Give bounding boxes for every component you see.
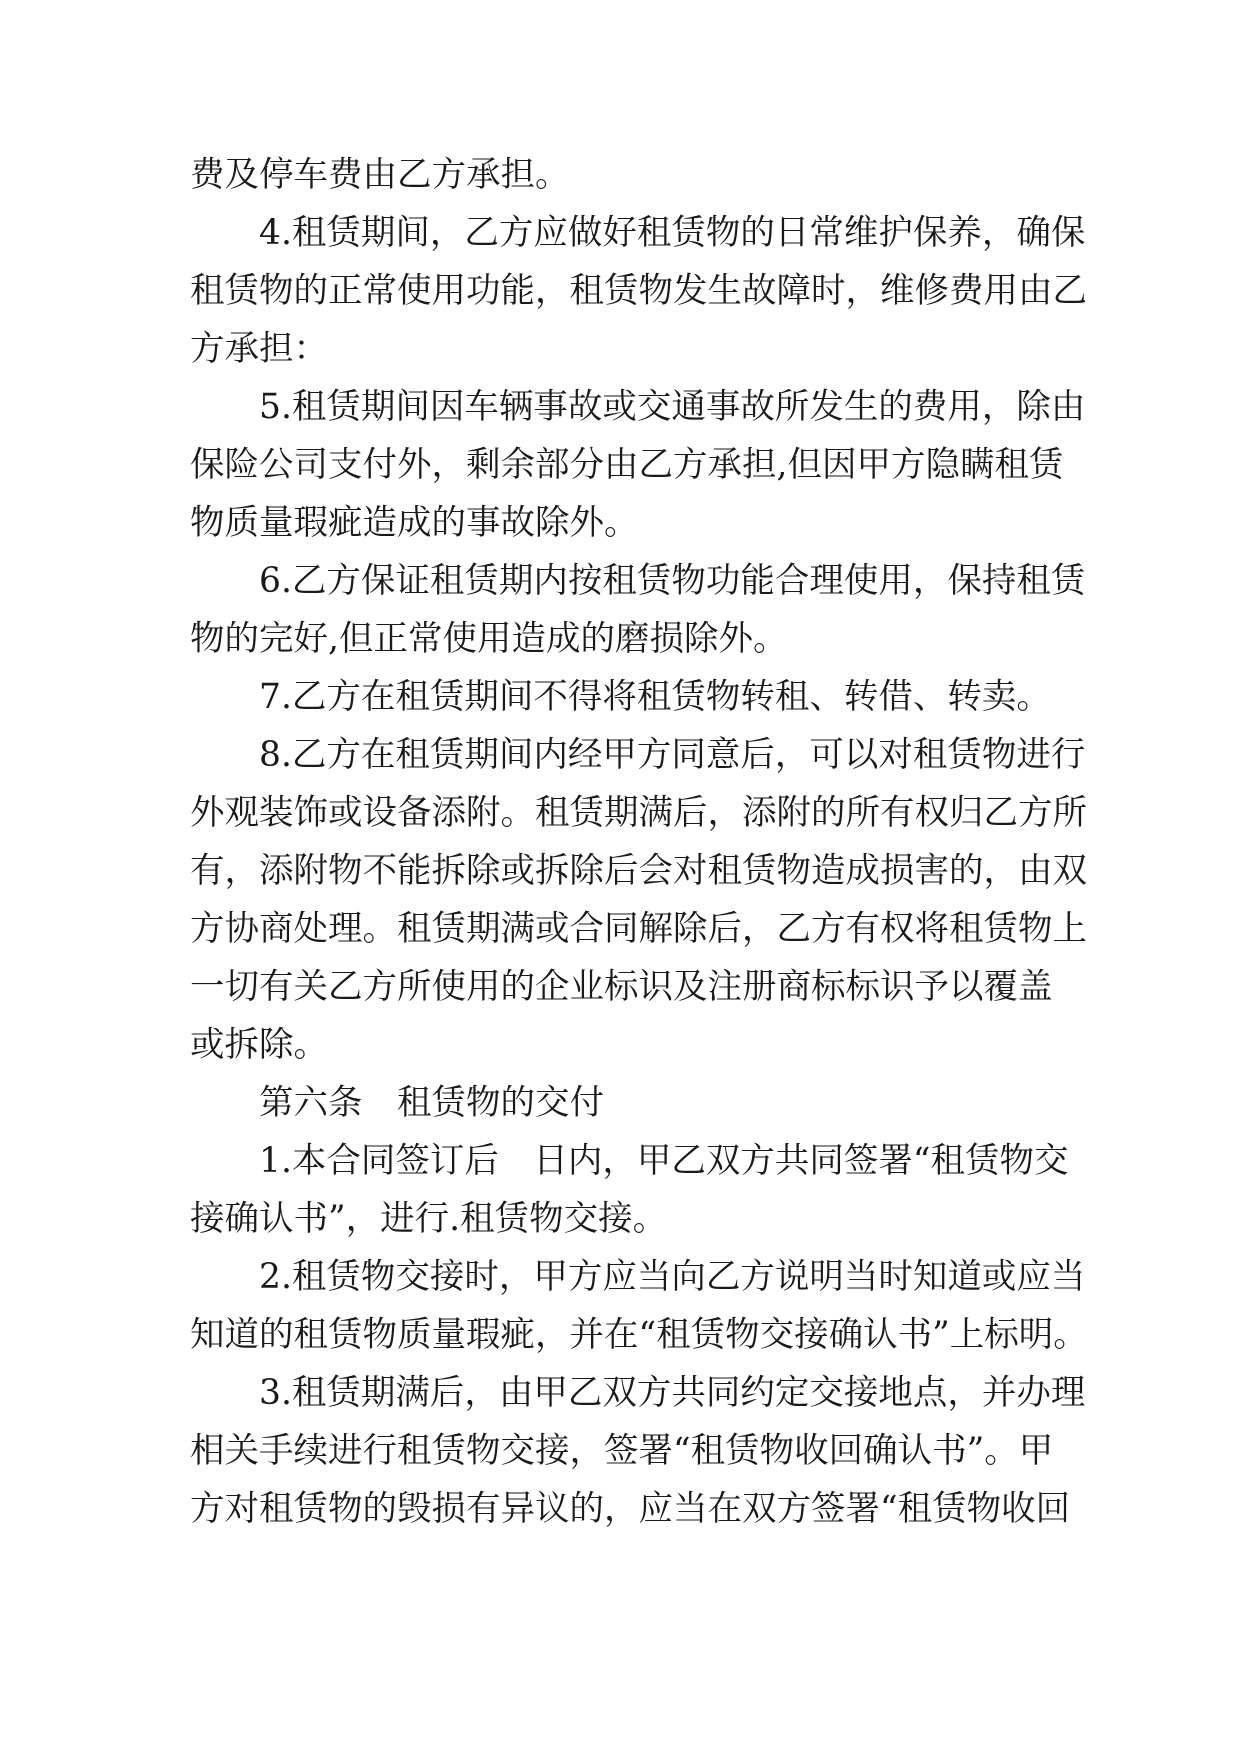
text-line: 相关手续进行租赁物交接，签署“租赁物收回确认书”。甲: [190, 1431, 1054, 1471]
delivery-clause-3-line: 3.租赁期满后，由甲乙双方共同约定交接地点，并办理: [259, 1373, 1086, 1413]
text-line: 物的完好,但正常使用造成的磨损除外。: [190, 619, 788, 659]
delivery-clause-1-line: 1.本合同签订后 日内，甲乙双方共同签署“租赁物交: [259, 1141, 1069, 1181]
text-line: 方承担：: [190, 329, 328, 369]
text-line: 知道的租赁物质量瑕疵，并在“租赁物交接确认书”上标明。: [190, 1315, 1088, 1355]
text-line: 或拆除。: [190, 1025, 328, 1065]
clause-5-line: 5.租赁期间因车辆事故或交通事故所发生的费用，除由: [259, 387, 1086, 427]
delivery-clause-2-line: 2.租赁物交接时，甲方应当向乙方说明当时知道或应当: [259, 1257, 1086, 1297]
text-line: 接确认书”，进行.租赁物交接。: [190, 1199, 668, 1239]
text-line: 一切有关乙方所使用的企业标识及注册商标标识予以覆盖: [190, 967, 1053, 1007]
article-heading: 第六条 租赁物的交付: [259, 1083, 604, 1123]
text-line: 方对租赁物的毁损有异议的，应当在双方签署“租赁物收回: [190, 1489, 1071, 1529]
clause-7-line: 7.乙方在租赁期间不得将租赁物转租、转借、转卖。: [259, 677, 1051, 717]
clause-6-line: 6.乙方保证租赁期内按租赁物功能合理使用，保持租赁: [259, 561, 1086, 601]
text-line: 保险公司支付外，剩余部分由乙方承担,但因甲方隐瞒租赁: [190, 445, 1064, 485]
text-line: 费及停车费由乙方承担。: [190, 155, 570, 195]
clause-4-line: 4.租赁期间，乙方应做好租赁物的日常维护保养，确保: [259, 213, 1086, 253]
text-line: 方协商处理。租赁期满或合同解除后，乙方有权将租赁物上: [190, 909, 1087, 949]
clause-8-line: 8.乙方在租赁期间内经甲方同意后，可以对租赁物进行: [259, 735, 1086, 775]
text-line: 物质量瑕疵造成的事故除外。: [190, 503, 639, 543]
text-line: 外观装饰或设备添附。租赁期满后，添附的所有权归乙方所: [190, 793, 1087, 833]
text-line: 租赁物的正常使用功能，租赁物发生故障时，维修费用由乙: [190, 271, 1087, 311]
text-line: 有，添附物不能拆除或拆除后会对租赁物造成损害的，由双: [190, 851, 1087, 891]
